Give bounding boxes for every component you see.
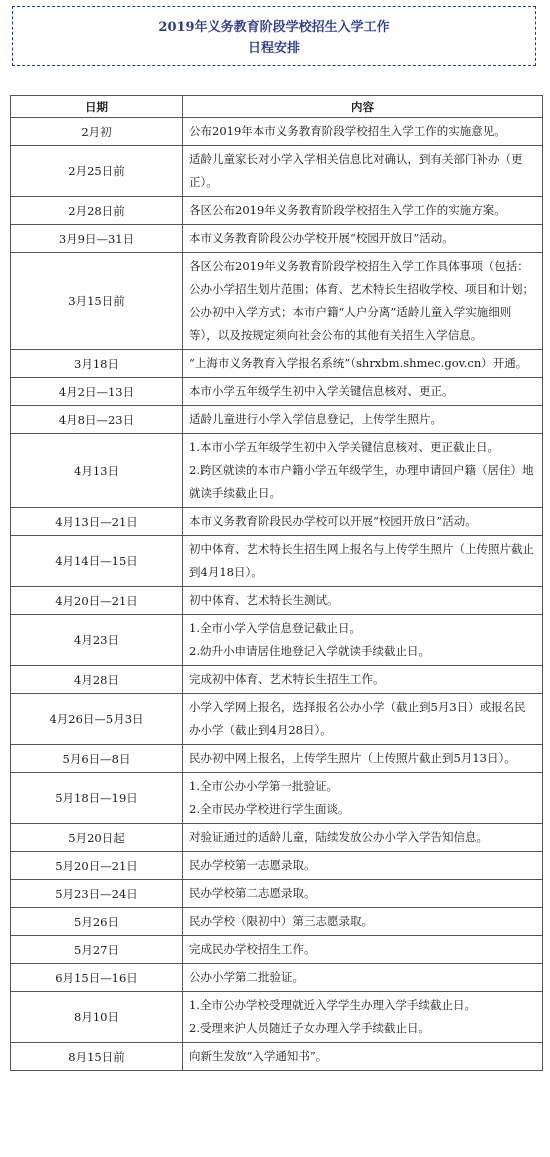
row-content — [183, 118, 543, 146]
row-date: 3月9日—31日 — [11, 225, 183, 253]
row-content — [183, 146, 543, 197]
row-date: 2月初 — [11, 118, 183, 146]
row-content-line: 公办小学第二批验证。 — [189, 970, 304, 984]
row-content — [183, 852, 543, 880]
table-row — [11, 587, 543, 615]
row-content-line: “上海市义务教育入学报名系统”（shrxbm.shmec.gov.cn）开通。 — [189, 356, 528, 370]
row-content-line: 对验证通过的适龄儿童，陆续发放公办小学入学告知信息。 — [189, 830, 488, 844]
row-content-line: 适龄儿童进行小学入学信息登记，上传学生照片。 — [189, 412, 442, 426]
row-content — [183, 434, 543, 508]
row-content — [183, 936, 543, 964]
row-date: 3月18日 — [11, 350, 183, 378]
row-content — [183, 908, 543, 936]
row-content — [183, 587, 543, 615]
row-content-line: 本市小学五年级学生初中入学关键信息核对、更正。 — [189, 384, 454, 398]
row-content — [183, 615, 543, 666]
row-date: 5月23日—24日 — [11, 880, 183, 908]
row-content — [183, 508, 543, 536]
row-content-line: 本市义务教育阶段民办学校可以开展“校园开放日”活动。 — [189, 514, 477, 528]
row-content-line: 2.跨区就读的本市户籍小学五年级学生，办理申请回户籍（居住）地就读手续截止日。 — [189, 463, 534, 500]
row-content-line: 1.本市小学五年级学生初中入学关键信息核对、更正截止日。 — [189, 440, 499, 454]
table-row — [11, 378, 543, 406]
row-content — [183, 992, 543, 1043]
table-row — [11, 225, 543, 253]
table-row — [11, 666, 543, 694]
row-content-line: 各区公布2019年义务教育阶段学校招生入学工作具体事项（包括：公办小学招生划片范围；体育、艺术特长生招收学校、项目和计划；公办初中入学方式；本市户籍“人户分离”适龄儿童入学实施细则等），以及按规定须向社会公布的其他有关招生入学信息。 — [189, 259, 534, 342]
row-date: 4月20日—21日 — [11, 587, 183, 615]
row-content-line: 完成民办学校招生工作。 — [189, 942, 316, 956]
row-date: 5月6日—8日 — [11, 745, 183, 773]
row-content-line: 民办学校第二志愿录取。 — [189, 886, 316, 900]
row-content-line: 本市义务教育阶段公办学校开展“校园开放日”活动。 — [189, 231, 454, 245]
row-content — [183, 824, 543, 852]
title-box — [12, 6, 536, 66]
table-row — [11, 253, 543, 350]
row-date: 4月13日 — [11, 434, 183, 508]
table-row — [11, 773, 543, 824]
row-date: 5月27日 — [11, 936, 183, 964]
row-content-line: 1.全市公办小学第一批验证。 — [189, 779, 338, 793]
table-row — [11, 434, 543, 508]
row-content-line: 适龄儿童家长对小学入学相关信息比对确认，到有关部门补办（更正）。 — [189, 152, 523, 189]
row-content — [183, 350, 543, 378]
table-row — [11, 852, 543, 880]
table-row — [11, 1043, 543, 1071]
row-date: 2月25日前 — [11, 146, 183, 197]
row-date: 4月13日—21日 — [11, 508, 183, 536]
row-content — [183, 378, 543, 406]
row-date: 4月28日 — [11, 666, 183, 694]
table-row — [11, 350, 543, 378]
row-content-line: 完成初中体育、艺术特长生招生工作。 — [189, 672, 385, 686]
table-row — [11, 824, 543, 852]
table-row — [11, 508, 543, 536]
row-date: 2月28日前 — [11, 197, 183, 225]
row-content — [183, 666, 543, 694]
table-row — [11, 880, 543, 908]
row-content — [183, 694, 543, 745]
row-content-line: 初中体育、艺术特长生测试。 — [189, 593, 339, 607]
title-line-1: 2019年义务教育阶段学校招生入学工作 — [158, 20, 390, 35]
row-date: 4月26日—5月3日 — [11, 694, 183, 745]
row-content — [183, 536, 543, 587]
row-content-line: 公布2019年本市义务教育阶段学校招生入学工作的实施意见。 — [189, 124, 506, 138]
row-date: 5月20日—21日 — [11, 852, 183, 880]
row-content — [183, 253, 543, 350]
row-date: 5月18日—19日 — [11, 773, 183, 824]
header-content: 内容 — [183, 96, 543, 118]
row-content-line: 民办学校第一志愿录取。 — [189, 858, 316, 872]
row-date: 6月15日—16日 — [11, 964, 183, 992]
title-line-2: 日程安排 — [247, 41, 300, 56]
row-content-line: 2.全市民办学校进行学生面谈。 — [189, 802, 350, 816]
row-content-line: 民办学校（限初中）第三志愿录取。 — [189, 914, 373, 928]
table-row — [11, 936, 543, 964]
row-content — [183, 964, 543, 992]
row-content — [183, 225, 543, 253]
table-header-row — [11, 96, 543, 118]
table-row — [11, 197, 543, 225]
row-content — [183, 773, 543, 824]
table-row — [11, 694, 543, 745]
table-row — [11, 118, 543, 146]
row-content-line: 向新生发放“入学通知书”。 — [189, 1049, 328, 1063]
table-row — [11, 745, 543, 773]
row-content-line: 初中体育、艺术特长生招生网上报名与上传学生照片（上传照片截止到4月18日）。 — [189, 542, 534, 579]
header-date: 日期 — [11, 96, 183, 118]
row-date: 8月15日前 — [11, 1043, 183, 1071]
row-content — [183, 406, 543, 434]
row-content-line: 1.全市小学入学信息登记截止日。 — [189, 621, 361, 635]
table-row — [11, 536, 543, 587]
row-content — [183, 197, 543, 225]
row-date: 4月23日 — [11, 615, 183, 666]
row-date: 3月15日前 — [11, 253, 183, 350]
row-content-line: 1.全市公办学校受理就近入学学生办理入学手续截止日。 — [189, 998, 476, 1012]
table-row — [11, 406, 543, 434]
row-date: 4月2日—13日 — [11, 378, 183, 406]
row-date: 8月10日 — [11, 992, 183, 1043]
table-row — [11, 908, 543, 936]
table-row — [11, 964, 543, 992]
schedule-table — [10, 95, 543, 1071]
row-content — [183, 745, 543, 773]
row-content-line: 2.受理来沪人员随迁子女办理入学手续截止日。 — [189, 1021, 430, 1035]
table-row — [11, 615, 543, 666]
row-date: 4月14日—15日 — [11, 536, 183, 587]
table-row — [11, 146, 543, 197]
table-row — [11, 992, 543, 1043]
row-content-line: 各区公布2019年义务教育阶段学校招生入学工作的实施方案。 — [189, 203, 506, 217]
row-content-line: 民办初中网上报名，上传学生照片（上传照片截止到5月13日）。 — [189, 751, 516, 765]
row-date: 5月26日 — [11, 908, 183, 936]
row-date: 4月8日—23日 — [11, 406, 183, 434]
row-content — [183, 1043, 543, 1071]
row-content — [183, 880, 543, 908]
row-date: 5月20日起 — [11, 824, 183, 852]
row-content-line: 小学入学网上报名，选择报名公办小学（截止到5月3日）或报名民办小学（截止到4月28日）。 — [189, 700, 526, 737]
row-content-line: 2.幼升小申请居住地登记入学就读手续截止日。 — [189, 644, 430, 658]
